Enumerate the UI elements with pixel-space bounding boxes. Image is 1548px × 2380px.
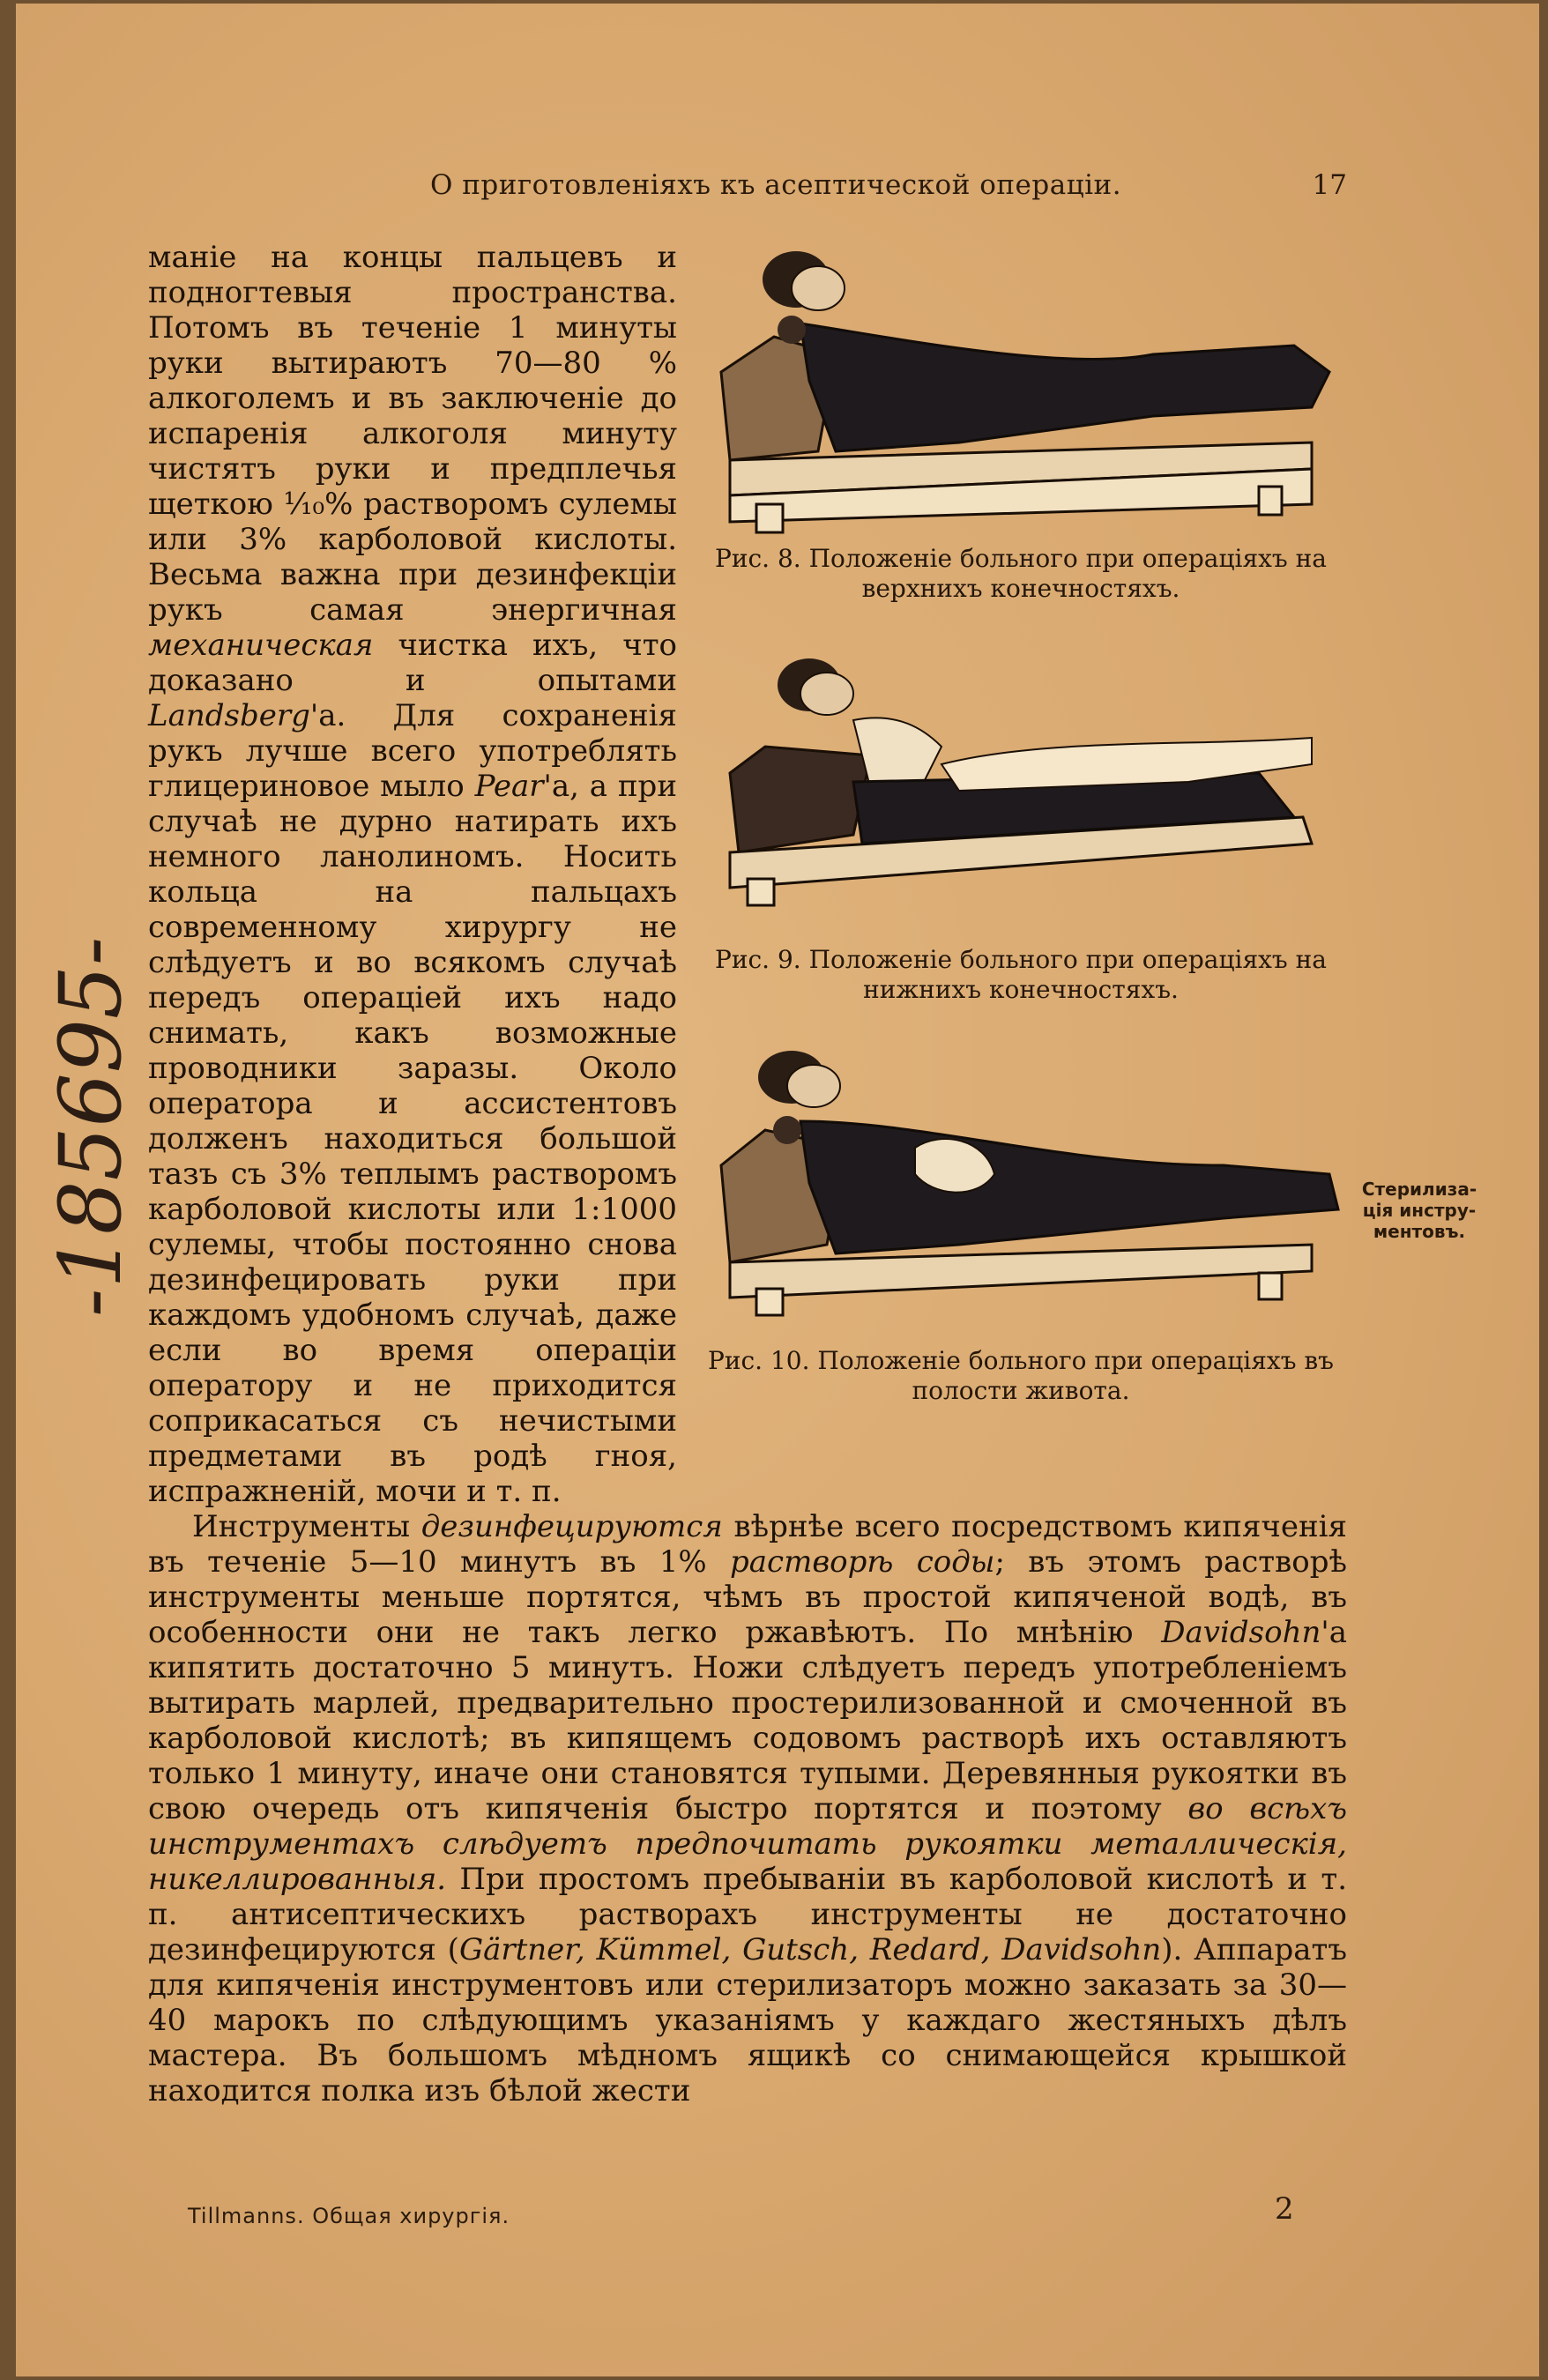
page-sheet bbox=[16, 4, 1539, 2376]
figure-9-illustration bbox=[695, 641, 1347, 941]
paragraph-instrument-sterilization: Инструменты дезинфецируются вѣрнѣе всего посредствомъ кипяченія въ теченіе 5—10 минутъ въ 1% растворѣ соды; въ этомъ растворѣ инструменты меньше портятся, чѣмъ въ простой кипяченой водѣ, въ особенности они не такъ легко ржавѣютъ. По мнѣнію Davidsohn'а кипятить достаточно 5 минутъ. Ножи слѣдуетъ передъ употребленіемъ вытирать марлей, предварительно простерилизованной и смоченной въ карболовой кислотѣ; въ кипящемъ содовомъ растворѣ ихъ оставляютъ только 1 минуту, иначе они становятся тупыми. Деревянныя рукоятки въ свою очередь отъ кипяченія быстро портятся и поэтому во всѣхъ инструментахъ слѣдуетъ предпочитать рукоятки металлическія, никеллированныя. При простомъ пребываніи въ карболовой кислотѣ и т. п. антисептическихъ растворахъ инструменты не достаточно дезинфецируются (Gärtner, Kümmel, Gutsch, Redard, Davidsohn). Аппаратъ для кипяченія инструментовъ или стерилизаторъ можно заказать за 30—40 марокъ по слѣдующимъ указаніямъ у каждаго жестяныхъ дѣлъ мастера. Въ большомъ мѣдномъ ящикѣ со снимающейся крышкой находится полка изъ бѣлой жести bbox=[148, 1509, 1348, 2109]
running-header bbox=[148, 169, 1347, 205]
figure-8 bbox=[695, 240, 1347, 641]
paragraph-hand-disinfection: манie на концы пальцевъ и подногтевыя пространства. Потомъ въ теченіе 1 минуты руки вытираютъ 70—80 % алкоголемъ и въ заключеніе до испаренія алкоголя минуту чистятъ руки и предплечья щеткою ¹⁄₁₀% растворомъ сулемы или 3% карболовой кислоты. Весьма важна при дезинфекціи рукъ самая энергичная механическая чистка ихъ, что доказано и опытами Landsberg'а. Для сохраненія рукъ лучше всего употреблять глицериновое мыло Pear'a, а при случаѣ не дурно натирать ихъ немного ланолиномъ. Носить кольца на пальцахъ современному хирургу не слѣдуетъ и во всякомъ случаѣ передъ операціей ихъ надо снимать, какъ возможные проводники заразы. Около оператора и ассистентовъ долженъ находиться большой тазъ съ 3% теплымъ растворомъ карболовой кислоты или 1:1000 сулемы, чтобы постоянно снова дезинфецировать руки при каждомъ удобномъ случаѣ, даже если во время операціи оператору и не приходится соприкасаться съ нечистыми предметами въ родѣ гноя, испражненій, мочи и т. п. bbox=[148, 240, 677, 1509]
handwritten-number: -185695- bbox=[41, 936, 140, 1317]
figure-10 bbox=[695, 1042, 1347, 1443]
figure-9 bbox=[695, 641, 1347, 1042]
footer-book-title: Tillmanns. Общая хирургія. bbox=[188, 2204, 510, 2228]
page-number: 17 bbox=[1312, 169, 1347, 201]
figure-10-illustration bbox=[695, 1042, 1347, 1342]
figure-8-illustration bbox=[695, 240, 1347, 539]
handwritten-inventory-number bbox=[41, 841, 146, 1335]
footer-signature-mark: 2 bbox=[1275, 2191, 1294, 2227]
figure-8-caption: Рис. 8. Положеніе больного при операціяхъ на верхнихъ конечностяхъ. bbox=[715, 544, 1327, 603]
figure-9-caption: Рис. 9. Положеніе больного при операціяхъ на нижнихъ конечностяхъ. bbox=[715, 945, 1327, 1004]
figures-column bbox=[695, 240, 1347, 1443]
margin-note-sterilization: Стерилиза-ція инстру-ментовъ. bbox=[1361, 1179, 1477, 1242]
main-text bbox=[148, 240, 1347, 2109]
figure-10-caption: Рис. 10. Положеніе больного при операціяхъ въ полости живота. bbox=[707, 1346, 1334, 1405]
chapter-title: О приготовленіяхъ къ асептической операціи. bbox=[430, 169, 1122, 201]
